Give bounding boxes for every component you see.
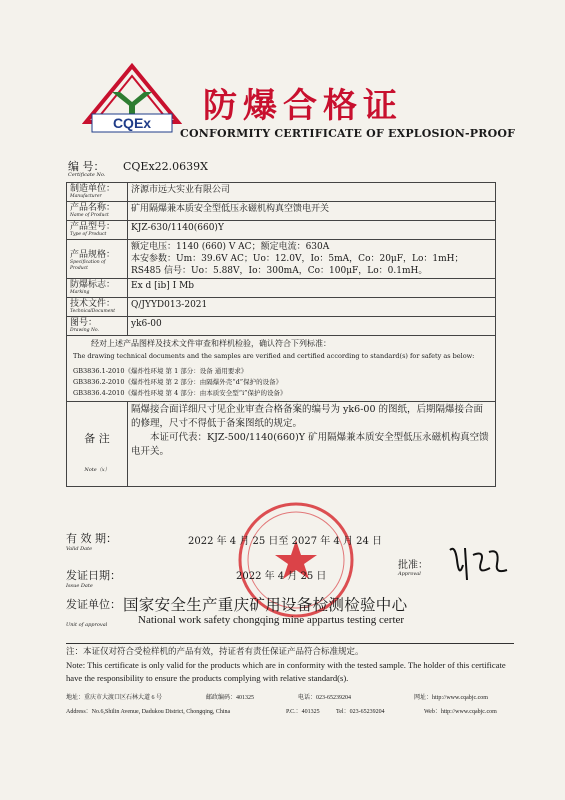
spec-line: 本安参数：Um：39.6V AC；Uo：12.0V，Io：5mA，Co：20μF，Lo：1mH；: [131, 254, 464, 264]
product-label: 产品名称： Name of Product: [67, 202, 128, 221]
unit-label: 发证单位：: [66, 598, 121, 611]
tel-en: Tel：023-65239204: [336, 709, 385, 715]
web-cn: 网址：http://www.cqabjc.com: [414, 695, 488, 701]
note-label: 备 注 Note（x）: [67, 402, 128, 487]
cqex-logo-icon: [82, 62, 182, 134]
certificate-table: [66, 182, 496, 487]
unit-name-en: National work safety chongqing mine appartus testing certer: [138, 614, 405, 626]
title-en: CONFORMITY CERTIFICATE OF EXPLOSION-PROOF: [180, 127, 516, 140]
postcode-cn: 邮政编码：401325: [206, 695, 255, 701]
drawing-label: 图号： Drawing No.: [67, 317, 128, 336]
spec-line: 额定电压：1140 (660) V AC；额定电流：630A: [131, 242, 330, 252]
unit-name-cn: 国家安全生产重庆矿用设备检测检验中心: [123, 596, 408, 614]
standard-item: GB3836.4-2010《爆炸性环境 第 4 部分：由本质安全型“i”保护的设备》: [73, 389, 287, 397]
drawing-value: yk6-00: [128, 317, 496, 336]
manufacturer-value: 济源市远大实业有限公司: [128, 183, 496, 202]
cert-no-value: CQEx22.0639X: [123, 160, 208, 173]
title-cn: 防爆合格证: [203, 86, 403, 126]
spec-line: RS485 信号：Uo：5.88V，Io：300mA，Co：100μF，Lo：0.1mH。: [131, 266, 428, 276]
certificate-number: [68, 158, 208, 178]
validity-label: 有 效 期： Valid Date: [66, 532, 117, 552]
standards-intro-cn: 经对上述产品图样及技术文件审查和样机检验，确认符合下列标准：: [91, 339, 331, 348]
note-line: 本证可代表：KJZ-500/1140(660)Y 矿用隔爆兼本质安全型低压永磁机构真空馈电开关。: [131, 432, 489, 457]
type-value: KJZ-630/1140(660)Y: [128, 221, 496, 240]
note-line: 隔爆接合面详细尺寸见企业审查合格备案的编号为 yk6-00 的图纸，后期隔爆接合面的修理，尺寸不得低于备案图纸的规定。: [131, 404, 484, 429]
cert-no-label-en: Certificate No.: [68, 172, 106, 178]
standards-intro-en: The drawing technical documents and the samples are verified and certified according to standard(s) for safety as below:: [73, 352, 475, 360]
issue-date: 2022 年 4 月 25 日: [236, 571, 327, 582]
spec-value: [128, 240, 496, 279]
manufacturer-label: 制造单位： Manufacturer: [67, 183, 128, 202]
postcode-en: P.C.：401325: [286, 709, 320, 715]
techdoc-label: 技术文件： TechnicalDocument: [67, 298, 128, 317]
svg-text:CQEx: CQEx: [112, 115, 152, 131]
standard-item: GB3836.2-2010《爆炸性环境 第 2 部分：由隔爆外壳“d”保护的设备》: [73, 378, 283, 386]
spec-label: 产品规格： Specification of Product: [67, 240, 128, 279]
signature-icon: [445, 540, 515, 585]
issue-label: 发证日期： Issue Date: [66, 569, 121, 589]
address-cn: 地址：重庆市大渡口区石林大道 6 号: [66, 695, 163, 701]
validity-dates: 2022 年 4 月 25 日至 2027 年 4 月 24 日: [188, 536, 383, 547]
marking-value: Ex d [ib] I Mb: [128, 279, 496, 298]
approval-label: 批准： Approval: [398, 560, 428, 577]
footer-note-en: Note: This certificate is only valid for the products which are in conformity with the tested sample. The holder of this certificate have the responsibility to ensure the products complying with relative standard(s).: [66, 660, 506, 683]
product-value: 矿用隔爆兼本质安全型低压永磁机构真空馈电开关: [128, 202, 496, 221]
standards-block: [67, 336, 496, 402]
unit-label-en: Unit of approval: [66, 622, 108, 628]
type-label: 产品型号： Type of Product: [67, 221, 128, 240]
footer-divider: [66, 643, 514, 644]
note-value: [128, 402, 496, 487]
marking-label: 防爆标志： Marking: [67, 279, 128, 298]
web-en: Web：http://www.cqabjc.com: [424, 709, 497, 715]
footer-note-cn: 注：本证仅对符合受检样机的产品有效，持证者有责任保证产品符合标准规定。: [66, 647, 364, 657]
standard-item: GB3836.1-2010《爆炸性环境 第 1 部分：设备 通用要求》: [73, 367, 248, 375]
address-en: Address：No.6,Shilin Avenue, Dadukou District, Chongqing, China: [66, 709, 231, 715]
tel-cn: 电话：023-65239204: [298, 695, 351, 701]
cert-no-label: 编 号：: [68, 160, 105, 173]
techdoc-value: Q/JYYD013-2021: [128, 298, 496, 317]
